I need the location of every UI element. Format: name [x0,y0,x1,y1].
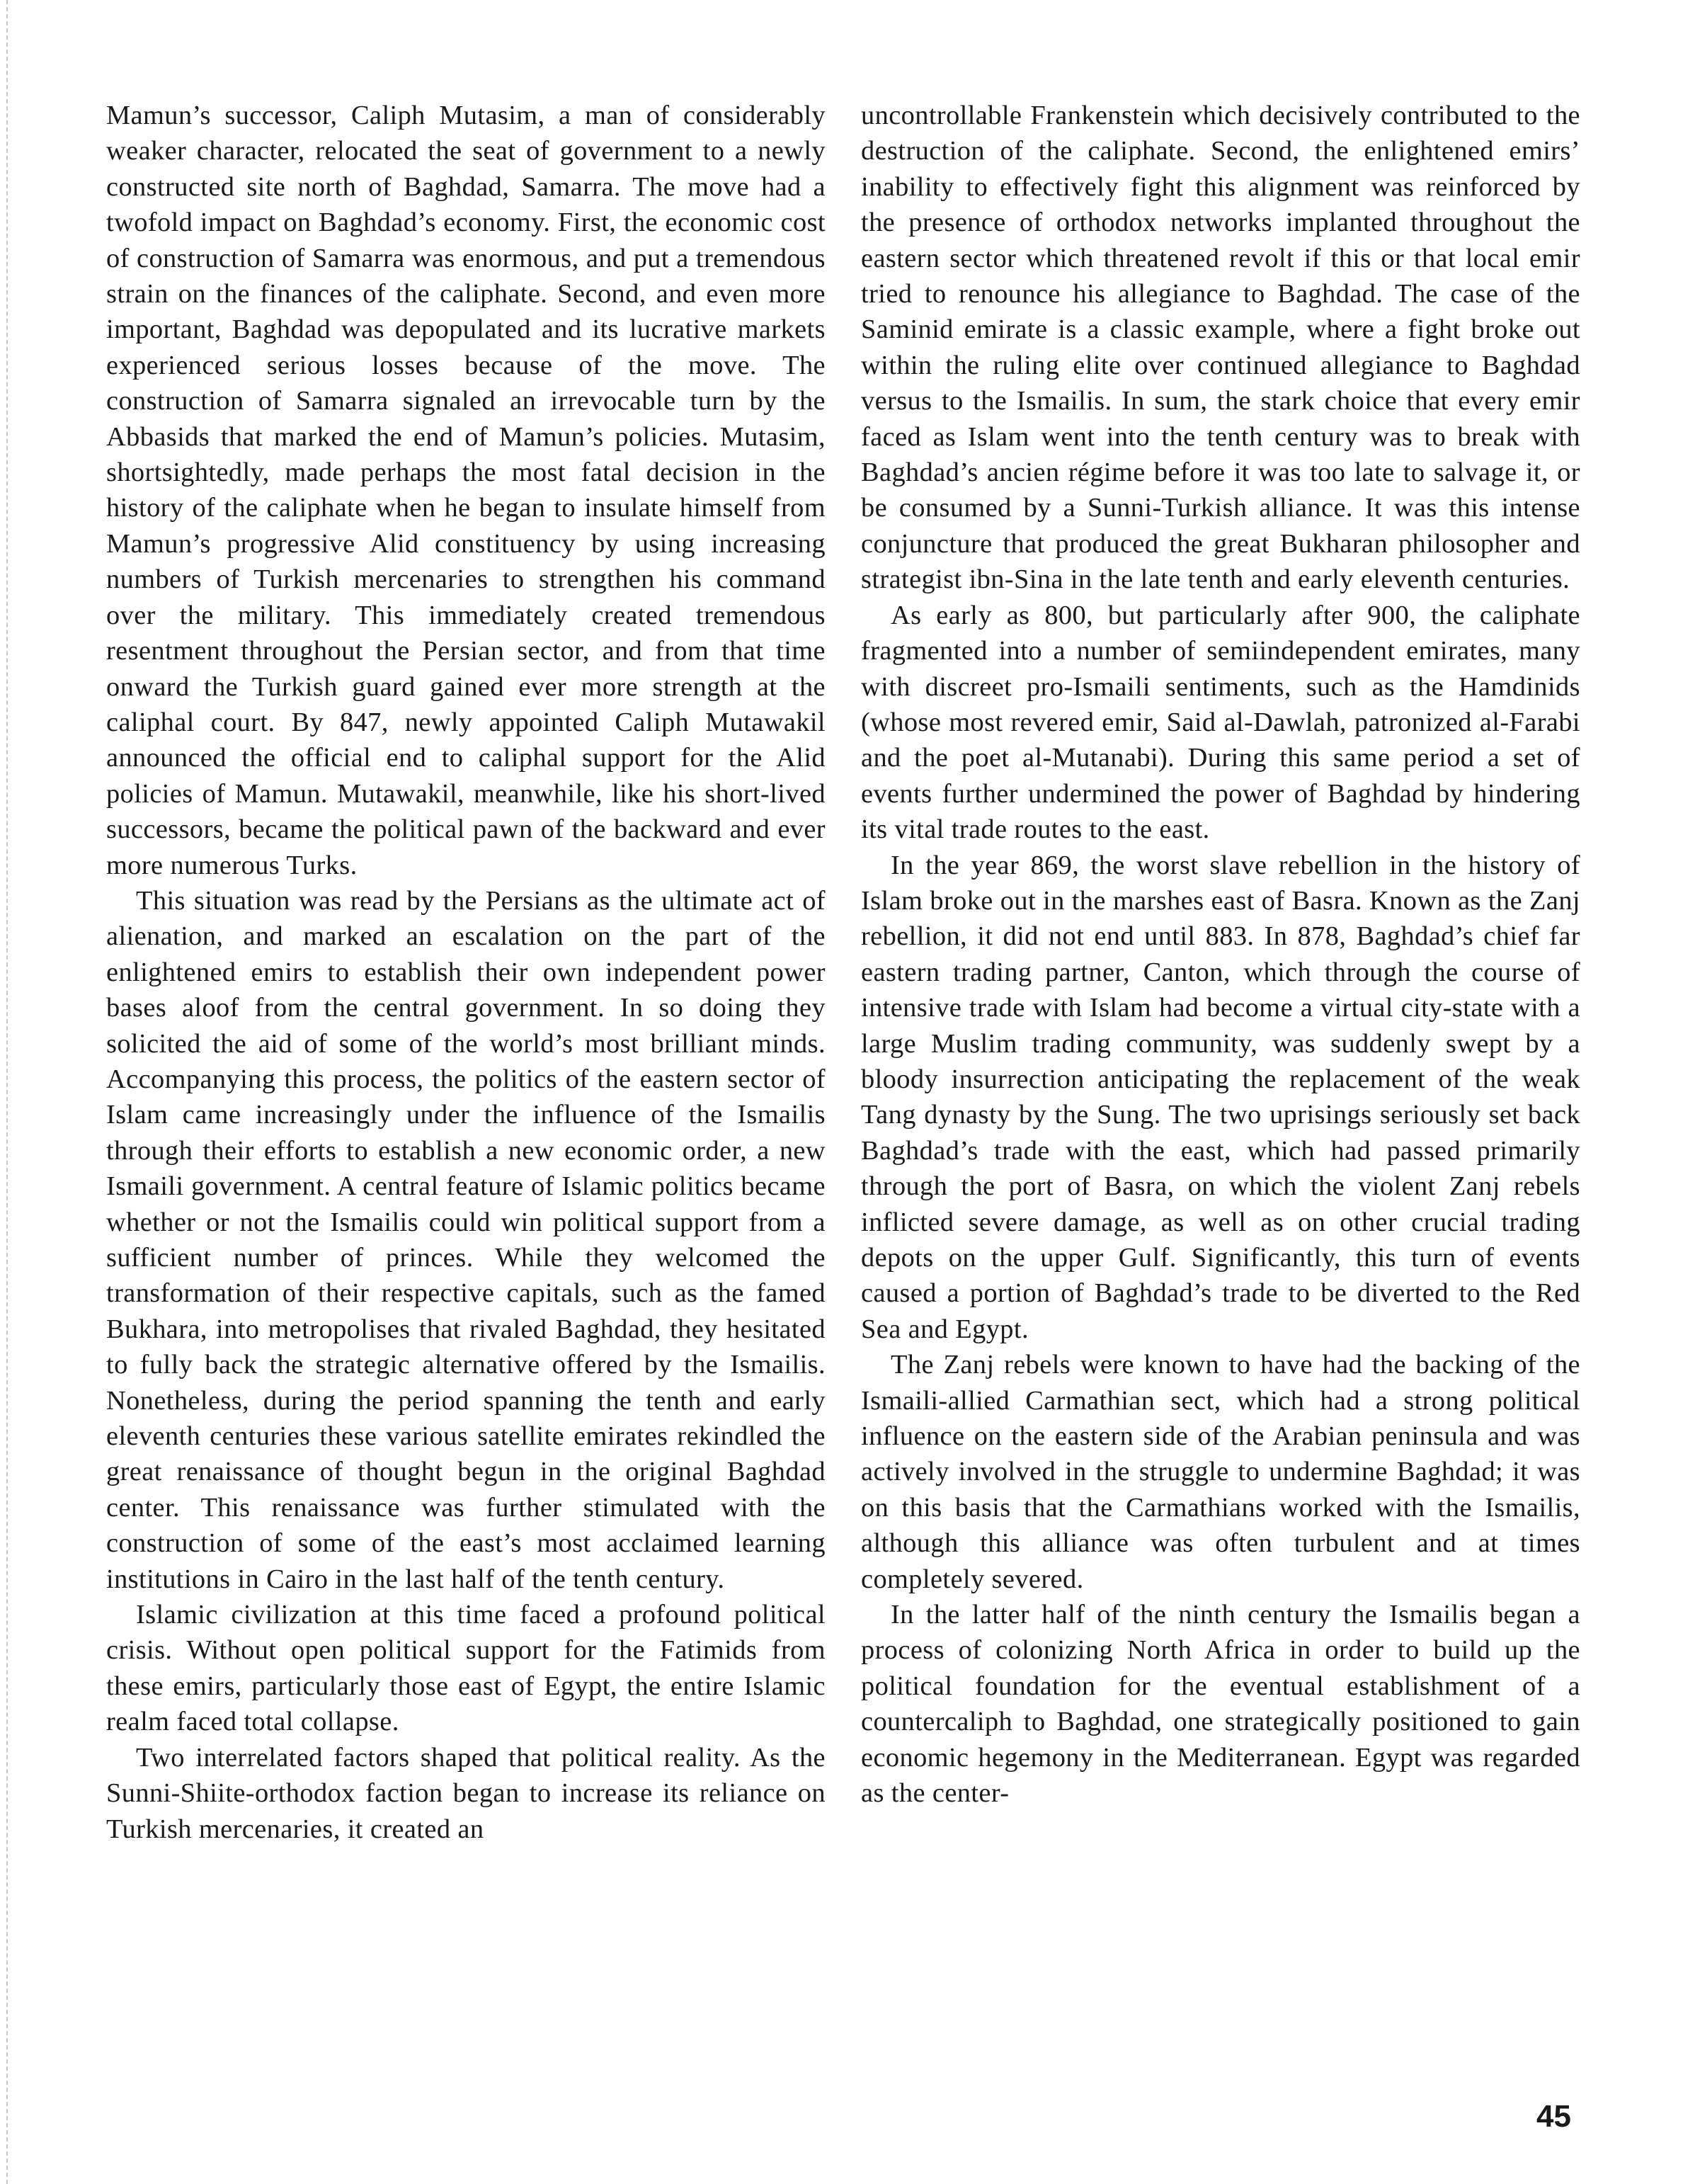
left-column [106,98,826,1847]
paragraph: Mamun’s successor, Caliph Mutasim, a man of considerably weaker character, relocated the seat of government to a newly constructed site north of Baghdad, Samarra. The move had a twofold impact on Baghdad’s economy. First, the economic cost of construction of Samarra was enormous, and put a tremendous strain on the finances of the caliphate. Second, and even more important, Baghdad was depopulated and its lucrative markets experienced serious losses because of the move. The construction of Samarra signaled an irrevocable turn by the Abbasids that marked the end of Mamun’s policies. Mutasim, shortsightedly, made perhaps the most fatal decision in the history of the caliphate when he began to insulate himself from Mamun’s progressive Alid constituency by using increasing numbers of Turkish mercenaries to strengthen his command over the military. This immediately created tremendous resentment throughout the Persian sector, and from that time onward the Turkish guard gained ever more strength at the caliphal court. By 847, newly appointed Caliph Mutawakil announced the official end to caliphal support for the Alid policies of Mamun. Mutawakil, meanwhile, like his short-lived successors, became the political pawn of the backward and ever more numerous Turks. [106,101,826,880]
scan-margin-rule [6,0,10,2184]
page-number: 45 [1536,2099,1571,2134]
paragraph: In the latter half of the ninth century the Ismailis began a process of colonizing North Africa in order to build up the political foundation for the eventual establishment of a countercaliph to Baghdad, one strategically positioned to gain economic hegemony in the Mediterranean. Egypt was regarded as the center- [861,1600,1580,1809]
paragraph: Two interrelated factors shaped that political reality. As the Sunni-Shiite-orthodox faction began to increase its reliance on Turkish mercenaries, it created an [106,1742,826,1844]
right-column [861,98,1580,1812]
paragraph: This situation was read by the Persians as the ultimate act of alienation, and marked an escalation on the part of the enlightened emirs to establish their own independent power bases aloof from the central government. In so doing they solicited the aid of some of the world’s most brilliant minds. Accompanying this process, the politics of the eastern sector of Islam came increasingly under the influence of the Ismailis through their efforts to establish a new economic order, a new Ismaili government. A central feature of Islamic politics became whether or not the Ismailis could win political support from a sufficient number of princes. While they welcomed the transformation of their respective capitals, such as the famed Bukhara, into metropolises that rivaled Baghdad, they hesitated to fully back the strategic alternative offered by the Ismailis. Nonetheless, during the period spanning the tenth and early eleventh centuries these various satellite emirates rekindled the great renaissance of thought begun in the original Baghdad center. This renaissance was further stimulated with the construction of some of the east’s most acclaimed learning institutions in Cairo in the last half of the tenth century. [106,885,826,1594]
paragraph: As early as 800, but particularly after 900, the caliphate fragmented into a number of semiindependent emirates, many with discreet pro-Ismaili sentiments, such as the Hamdinids (whose most revered emir, Said al-Dawlah, patronized al-Farabi and the poet al-Mutanabi). During this same period a set of events further undermined the power of Baghdad by hindering its vital trade routes to the east. [861,600,1580,845]
paragraph: The Zanj rebels were known to have had the backing of the Ismaili-allied Carmathian sect, which had a strong political influence on the eastern side of the Arabian peninsula and was actively involved in the struggle to undermine Baghdad; it was on this basis that the Carmathians worked with the Ismailis, although this alliance was often turbulent and at times completely severed. [861,1350,1580,1594]
paragraph: uncontrollable Frankenstein which decisively contributed to the destruction of the caliphate. Second, the enlightened emirs’ inability to effectively fight this alignment was reinforced by the presence of orthodox networks implanted throughout the eastern sector which threatened revolt if this or that local emir tried to renounce his allegiance to Baghdad. The case of the Saminid emirate is a classic example, where a fight broke out within the ruling elite over continued allegiance to Baghdad versus to the Ismailis. In sum, the stark choice that every emir faced as Islam went into the tenth century was to break with Baghdad’s ancien régime before it was too late to salvage it, or be consumed by a Sunni-Turkish alliance. It was this intense conjuncture that produced the great Bukharan philosopher and strategist ibn-Sina in the late tenth and early eleventh centuries. [861,101,1580,595]
paragraph: Islamic civilization at this time faced a profound political crisis. Without open political support for the Fatimids from these emirs, particularly those east of Egypt, the entire Islamic realm faced total collapse. [106,1600,826,1737]
paragraph: In the year 869, the worst slave rebellion in the history of Islam broke out in the marshes east of Basra. Known as the Zanj rebellion, it did not end until 883. In 878, Baghdad’s chief far eastern trading partner, Canton, which through the course of intensive trade with Islam had become a virtual city-state with a large Muslim trading community, was suddenly swept by a bloody insurrection anticipating the replacement of the weak Tang dynasty by the Sung. The two uprisings seriously set back Baghdad’s trade with the east, which had passed primarily through the port of Basra, on which the violent Zanj rebels inflicted severe damage, as well as on other crucial trading depots on the upper Gulf. Significantly, this turn of events caused a portion of Baghdad’s trade to be diverted to the Red Sea and Egypt. [861,850,1580,1344]
